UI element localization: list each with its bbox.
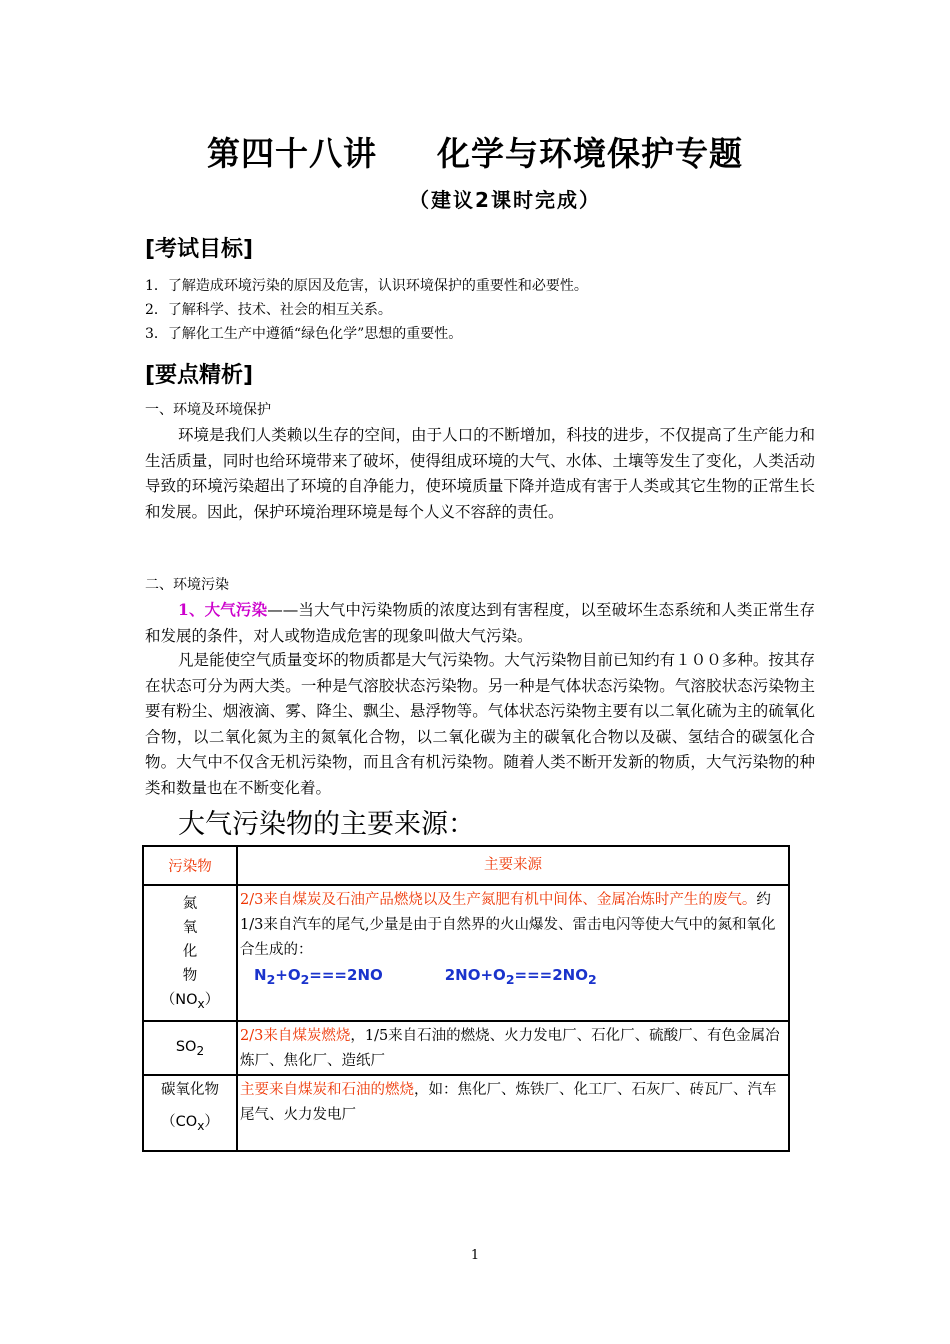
source-cox — [237, 1075, 789, 1151]
pollutant-char: 氧 — [182, 920, 198, 936]
part2-heading: 二、环境污染 — [145, 577, 229, 593]
source-nox — [237, 885, 789, 1021]
source-red-text: 2/3来自煤炭及石油产品燃烧以及生产氮肥有机中间体、金属冶炼时产生的废气。 — [240, 892, 757, 908]
table-row — [143, 885, 789, 1021]
title-topic: 化学与环境保护专题 — [437, 134, 743, 173]
source-text: ，如：焦化厂、炼铁厂、化工厂、石灰厂、砖瓦厂、汽车尾气、火力发电厂 — [240, 1082, 777, 1123]
pollutant-char: 氮 — [182, 896, 198, 912]
part2-body: 凡是能使空气质量变坏的物质都是大气污染物。大气污染物目前已知约有１００多种。按其存在状态可分为两大类。一种是气溶胶状态污染物。另一种是气体状态污染物。气溶胶状态污染物主要有粉尘、烟液滴、雾、降尘、飘尘、悬浮物等。气体状态污染物主要有以二氧化硫为主的硫氧化合物，以二氧化氮为主的氮氧化合物，以二氧化碳为主的碳氧化合物以及碳、氢结合的碳氢化合物。大气中不仅含无机污染物，而且含有机污染物。随着人类不断开发新的物质，大气污染物的种类和数量也在不断变化着。 — [145, 651, 815, 797]
pollutant-char: 物 — [182, 968, 198, 984]
source-text: ，1/5来自石油的燃烧、火力发电厂、石化厂、硫酸厂、有色金属冶炼厂、焦化厂、造纸厂 — [240, 1028, 780, 1069]
goal-item: 3．了解化工生产中遵循“绿色化学”思想的重要性。 — [145, 326, 463, 342]
table-row — [143, 1021, 789, 1075]
pollutant-nox — [143, 885, 237, 1021]
pollutant-cox — [143, 1075, 237, 1151]
header-pollutant: 污染物 — [143, 846, 237, 885]
part1-body: 环境是我们人类赖以生存的空间，由于人口的不断增加，科技的进步，不仅提高了生产能力和生活质量，同时也给环境带来了破坏，使得组成环境的大气、水体、土壤等发生了变化，人类活动导致的环境污染超出了环境的自净能力，使环境质量下降并造成有害于人类或其它生物的正常生长和发展。因此，保护环境治理环境是每个人义不容辞的责任。 — [145, 426, 815, 521]
source-so2 — [237, 1021, 789, 1075]
page-number: 1 — [470, 1248, 480, 1263]
equation-1: $N_2+O_2===2NO$ — [254, 966, 383, 987]
points-heading: [要点精析] — [145, 363, 254, 388]
pollutant-so2: $SO_2$ — [143, 1021, 237, 1075]
goal-item: 2．了解科学、技术、社会的相互关系。 — [145, 302, 392, 318]
pollutant-char: 化 — [182, 944, 198, 960]
reaction-equations — [240, 963, 788, 992]
table-row — [143, 1075, 789, 1151]
page-subtitle: （建议2课时完成） — [409, 188, 601, 212]
source-red-text: 2/3来自煤炭燃烧 — [240, 1028, 351, 1044]
pollutant-name: 碳氧化物 — [161, 1082, 219, 1098]
pollutant-formula: $(NO_x)$ — [160, 992, 220, 1011]
goals-heading: [考试目标] — [145, 237, 254, 262]
header-source: 主要来源 — [237, 846, 789, 885]
sources-heading: 大气污染物的主要来源： — [178, 809, 475, 840]
air-pollution-term: 1、大气污染 — [178, 600, 268, 619]
equation-2: $2NO+O_2===2NO_2$ — [444, 966, 597, 987]
table-header-row — [143, 846, 789, 885]
air-pollution-term-def: ——当大气中污染物质的浓度达到有害程度，以至破坏生态系统和人类正常生存和发展的条件，对人或物造成危害的现象叫做大气污染。 — [145, 601, 815, 645]
part1-heading: 一、环境及环境保护 — [145, 402, 271, 418]
source-text: 约1/3来自汽车的尾气,少量是由于自然界的火山爆发、雷击电闪等使大气中的氮和氧化合生成的： — [240, 892, 776, 958]
pollutant-formula: $(CO_x)$ — [161, 1114, 219, 1133]
source-red-text: 主要来自煤炭和石油的燃烧 — [240, 1082, 414, 1098]
title-lecture: 第四十八讲 — [207, 134, 377, 173]
air-pollution-definition — [145, 597, 815, 649]
page-title — [0, 128, 950, 175]
goal-item: 1．了解造成环境污染的原因及危害，认识环境保护的重要性和必要性。 — [145, 278, 588, 294]
pollutant-sources-table — [142, 845, 790, 1152]
